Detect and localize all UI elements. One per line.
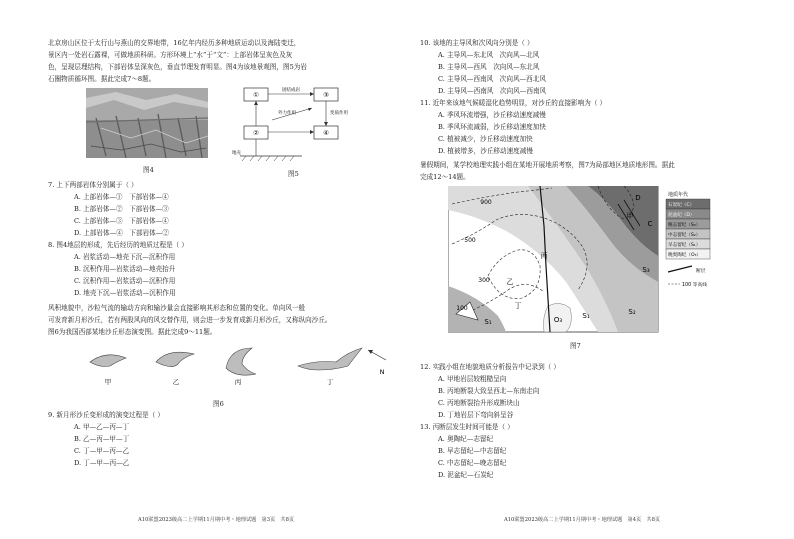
dune-intro-line-2: 可发育新月形沙丘，若有两股风向的风交替作用，则会进一步发育成新月形沙丘，又称纵向沙丘。 [48, 316, 332, 324]
dune-jia [90, 355, 126, 367]
fig7-place-bing: 丙 [540, 252, 548, 260]
fig6-label-jia: 甲 [104, 378, 112, 386]
figure-4-photo [86, 88, 208, 158]
q8-option-d[interactable]: D. 地壳下沉—岩浆活动—沉积作用 [74, 289, 176, 297]
q10-option-b[interactable]: B. 主导风—西风 次向风—东北风 [438, 63, 540, 71]
q10-option-d[interactable]: D. 主导风—西南风 次向风—西南风 [438, 87, 547, 95]
fig5-label-top: 固结成岩 [282, 88, 300, 93]
q9-option-c[interactable]: C. 丁—甲—丙—乙 [74, 447, 130, 455]
figure-7-caption: 图7 [570, 342, 581, 350]
q9-stem: 9. 新月形沙丘变形成的演变过程是（ ） [48, 411, 164, 419]
fig7-contour-100: 100 [456, 305, 468, 312]
q10-option-c[interactable]: C. 主导风—西南风 次向风—西北风 [438, 75, 546, 83]
fig5-box-4: ④ [323, 129, 329, 137]
left-page-footer: A10联盟2023级高二上学期11月期中考・地理试题 第3页 共8页 [138, 517, 295, 523]
q13-option-b[interactable]: B. 早志留纪—中志留纪 [438, 447, 507, 455]
q11-option-a[interactable]: A. 季风环流增强，沙丘移动速度减慢 [438, 111, 546, 119]
fig7-place-ding: 丁 [514, 302, 522, 310]
dune-bing [226, 348, 256, 375]
map-intro-line-1: 暑假期间，某学校地理实践小组在某地开展地质考察，图7为局部地区地质地形图。据此 [420, 161, 675, 169]
q8-option-c[interactable]: C. 沉积作用—岩浆活动—沉积作用 [74, 277, 176, 285]
fig6-label-ding: 丁 [326, 378, 334, 386]
q7-option-b[interactable]: B. 上部岩体—② 下部岩体—③ [74, 205, 169, 213]
right-page [420, 0, 765, 539]
fig7-legend-s2: 中志留纪（S₂） [668, 233, 701, 238]
figure-5-caption: 图5 [288, 170, 299, 178]
fig7-legend-d: 泥盆纪（D） [668, 213, 695, 218]
q12-option-c[interactable]: C. 丙地断裂抬升形成断块山 [438, 399, 520, 407]
fig6-north-label: N [379, 368, 385, 376]
intro-line-2: 景区内一处岩石露裸，可做地质科研。方形环境上“水”于“文”：上部岩体呈灰色及灰 [48, 51, 293, 59]
fig7-legend-contour: 100 等高线 [682, 283, 708, 288]
q7-option-d[interactable]: D. 上部岩体—④ 下部岩体—② [74, 229, 169, 237]
q8-stem: 8. 图4地层的形成，先后经历的地质过程是（ ） [48, 241, 188, 249]
fig7-legend-title: 地质年代 [668, 192, 689, 198]
q11-option-c[interactable]: C. 植被减少，沙丘移动速度加快 [438, 135, 533, 143]
q10-option-a[interactable]: A. 主导风—东北风 次向风—北风 [438, 51, 540, 59]
intro-line-3: 色，呈现层理结构，下部岩体呈深灰色，垂直节理发育明显。图4为该地景观图，图5为岩 [48, 63, 307, 71]
fig6-label-yi: 乙 [172, 378, 180, 386]
fig7-legend-s3: 晚志留纪（S₃） [668, 223, 701, 228]
fig7-legend-o3: 晚奥陶纪（O₃） [668, 253, 702, 258]
fig5-label-ground: 地壳 [232, 151, 241, 156]
intro-line-4: 石圈物质循环图。据此完成7～8题。 [48, 75, 156, 83]
q13-option-a[interactable]: A. 奥陶纪—志留纪 [438, 435, 494, 443]
q8-option-a[interactable]: A. 岩浆活动—地壳下沉—沉积作用 [74, 253, 176, 261]
q12-option-a[interactable]: A. 甲地岩层较粗糙呈向 [438, 375, 507, 383]
left-page [48, 0, 388, 539]
fig5-box-2: ② [253, 129, 259, 137]
q8-option-b[interactable]: B. 沉积作用—岩浆活动—地壳抬升 [74, 265, 176, 273]
fig7-contour-300: 300 [478, 277, 490, 284]
q9-option-a[interactable]: A. 甲—乙—丙—丁 [74, 423, 130, 431]
fig5-label-mid: 外力作用 [278, 111, 296, 116]
fig7-stratum-s3: S₃ [642, 266, 650, 274]
q13-option-c[interactable]: C. 中志留纪—晚志留纪 [438, 459, 507, 467]
q12-stem: 12. 实践小组在地貌地质分析报告中记录到（ ） [420, 363, 560, 371]
fig7-legend-s1: 早志留纪（S₁） [668, 243, 701, 248]
q11-option-d[interactable]: D. 植被增多，沙丘移动速度减慢 [438, 147, 533, 155]
q7-option-a[interactable]: A. 上部岩体—① 下部岩体—④ [74, 193, 169, 201]
fig5-label-right: 变质作用 [330, 111, 348, 116]
dune-intro-line-3: 图6为我国西部某地沙丘形态演变图。据此完成9～11题。 [48, 328, 217, 336]
figure-7-geologic-map [448, 186, 748, 334]
q13-option-d[interactable]: D. 泥盆纪—石炭纪 [438, 471, 494, 479]
figure-6-caption: 图6 [213, 400, 224, 408]
fig7-stratum-o3: O₃ [553, 316, 563, 324]
fig6-label-bing: 丙 [234, 378, 242, 386]
q11-stem: 11. 近年来该地气候暖湿化趋势明显，对沙丘的直接影响为（ ） [420, 99, 607, 107]
map-intro-line-2: 完成12～14题。 [420, 173, 470, 181]
q9-option-b[interactable]: B. 乙—丙—甲—丁 [74, 435, 130, 443]
fig7-stratum-c: C [647, 220, 653, 228]
fig7-legend [666, 191, 710, 288]
q7-option-c[interactable]: C. 上部岩体—③ 下部岩体—④ [74, 217, 169, 225]
dune-intro-line-1: 风积地貌中，沙粒气流的输动方向和输沙量会直接影响其形态和位置的变化。单向风一般 [48, 304, 306, 312]
q13-stem: 13. 丙断层发生时间可能是（ ） [420, 423, 514, 431]
intro-line-1: 北京房山区位于太行山与燕山的交界地带，16亿年内经历多种地质运动以及海陆变迁， [48, 39, 301, 47]
fig5-box-1: ① [253, 91, 259, 99]
dune-ding [298, 348, 362, 370]
fig7-legend-c: 石炭纪（C） [668, 203, 695, 208]
fig7-place-jia: 甲 [626, 212, 634, 220]
fig7-contour-500: 500 [464, 237, 476, 244]
q9-option-d[interactable]: D. 丁—甲—丙—乙 [74, 459, 130, 467]
q12-option-b[interactable]: B. 丙地断裂大致呈西北—东南走向 [438, 387, 540, 395]
fig7-place-yi: 乙 [506, 278, 514, 286]
figure-5-rock-cycle [232, 84, 352, 164]
fig7-stratum-s1-left: S₁ [484, 318, 492, 326]
fig7-contour-900: 900 [480, 199, 492, 206]
figure-4-caption: 图4 [143, 166, 154, 174]
fig7-stratum-s2: S₂ [628, 308, 636, 316]
fig5-box-3: ③ [323, 91, 329, 99]
fig7-stratum-d: D [635, 194, 641, 202]
q12-option-d[interactable]: D. 丁地岩层下弯向斜呈谷 [438, 411, 514, 419]
q10-stem: 10. 该地的主导风和次风向分别是（ ） [420, 39, 534, 47]
right-page-footer: A10联盟2023级高二上学期11月期中考・地理试题 第4页 共8页 [504, 517, 661, 523]
q11-option-b[interactable]: B. 季风环流减弱，沙丘移动速度加快 [438, 123, 546, 131]
q7-stem: 7. 上下两部岩体分别属于（ ） [48, 181, 138, 189]
figure-6-dunes [86, 344, 406, 390]
fig7-legend-fault: 断层 [696, 269, 706, 274]
fig7-stratum-s1-right: S₁ [582, 312, 590, 320]
dune-yi [156, 352, 194, 366]
